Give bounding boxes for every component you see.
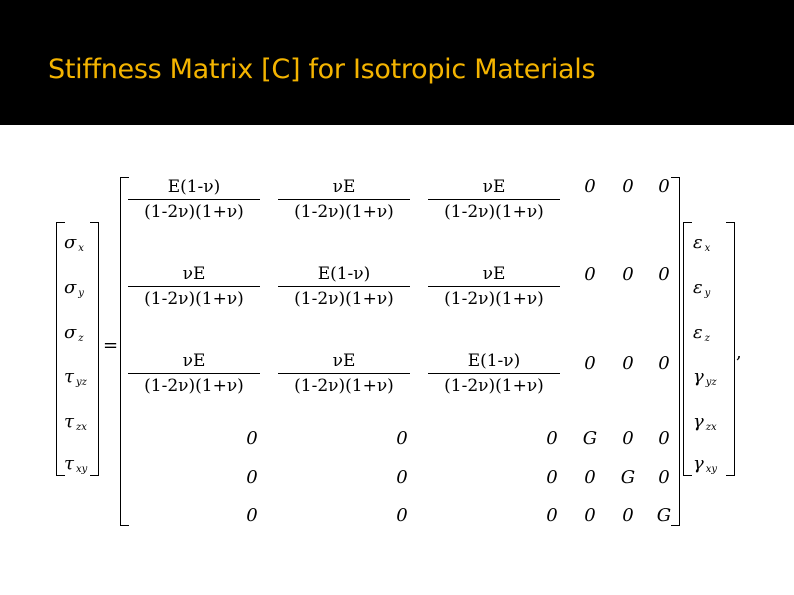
matrix-cell-r6c1: 0 xyxy=(246,505,258,526)
matrix-cell-r5c1: 0 xyxy=(246,467,258,488)
matrix-cell-r4c2: 0 xyxy=(396,428,408,449)
matrix-cell-r3c2: νE (1-2ν)(1+ν) xyxy=(278,350,410,397)
matrix-cell-r2c4: 0 xyxy=(584,264,596,285)
matrix-cell-r2c3: νE (1-2ν)(1+ν) xyxy=(428,263,560,310)
stress-3: τ $_{yz}$ xyxy=(64,366,87,388)
matrix-cell-r2c5: 0 xyxy=(622,264,634,285)
matrix-cell-r6c3: 0 xyxy=(546,505,558,526)
matrix-cell-r5c3: 0 xyxy=(546,467,558,488)
matrix-cell-r1c3: νE (1-2ν)(1+ν) xyxy=(428,176,560,223)
matrix-cell-r6c6: G xyxy=(656,505,672,526)
matrix-cell-r1c2: νE (1-2ν)(1+ν) xyxy=(278,176,410,223)
matrix-cell-r1c4: 0 xyxy=(584,176,596,197)
strain-2: ε $_z$ xyxy=(693,322,710,344)
matrix-cell-r4c4: G xyxy=(582,428,598,449)
matrix-cell-r4c6: 0 xyxy=(658,428,670,449)
stress-5: τ $_{xy}$ xyxy=(64,453,88,475)
matrix-cell-r5c5: G xyxy=(620,467,636,488)
stress-0: σ $_x$ xyxy=(64,232,84,254)
strain-0: ε $_x$ xyxy=(693,232,711,254)
matrix-cell-r2c1: νE (1-2ν)(1+ν) xyxy=(128,263,260,310)
strain-1: ε $_y$ xyxy=(693,277,711,299)
matrix-cell-r4c3: 0 xyxy=(546,428,558,449)
matrix-cell-r4c1: 0 xyxy=(246,428,258,449)
matrix-cell-r6c2: 0 xyxy=(396,505,408,526)
matrix-cell-r1c5: 0 xyxy=(622,176,634,197)
stress-bracket-right xyxy=(90,222,99,476)
matrix-cell-r1c6: 0 xyxy=(658,176,670,197)
matrix-cell-r5c2: 0 xyxy=(396,467,408,488)
matrix-cell-r5c6: 0 xyxy=(658,467,670,488)
matrix-cell-r3c4: 0 xyxy=(584,353,596,374)
trailing-comma: , xyxy=(736,342,742,363)
matrix-cell-r3c6: 0 xyxy=(658,353,670,374)
matrix-cell-r1c1: E(1-ν) (1-2ν)(1+ν) xyxy=(128,176,260,223)
matrix-cell-r5c4: 0 xyxy=(584,467,596,488)
matrix-cell-r2c6: 0 xyxy=(658,264,670,285)
slide-title: Stiffness Matrix [C] for Isotropic Materials xyxy=(48,54,596,85)
strain-5: γ $_{xy}$ xyxy=(693,453,718,475)
matrix-cell-r2c2: E(1-ν) (1-2ν)(1+ν) xyxy=(278,263,410,310)
matrix-cell-r3c3: E(1-ν) (1-2ν)(1+ν) xyxy=(428,350,560,397)
strain-4: γ $_{zx}$ xyxy=(693,411,717,433)
stress-2: σ $_z$ xyxy=(64,322,84,344)
stress-bracket-left xyxy=(56,222,65,476)
matrix-cell-r6c5: 0 xyxy=(622,505,634,526)
matrix-cell-r3c5: 0 xyxy=(622,353,634,374)
matrix-cell-r4c5: 0 xyxy=(622,428,634,449)
stress-1: σ $_y$ xyxy=(64,277,84,299)
matrix-cell-r3c1: νE (1-2ν)(1+ν) xyxy=(128,350,260,397)
matrix-cell-r6c4: 0 xyxy=(584,505,596,526)
equals-sign: = xyxy=(103,335,119,356)
strain-bracket-left xyxy=(683,222,692,476)
strain-bracket-right xyxy=(726,222,735,476)
strain-3: γ $_{yz}$ xyxy=(693,366,717,388)
stress-4: τ $_{zx}$ xyxy=(64,411,87,433)
